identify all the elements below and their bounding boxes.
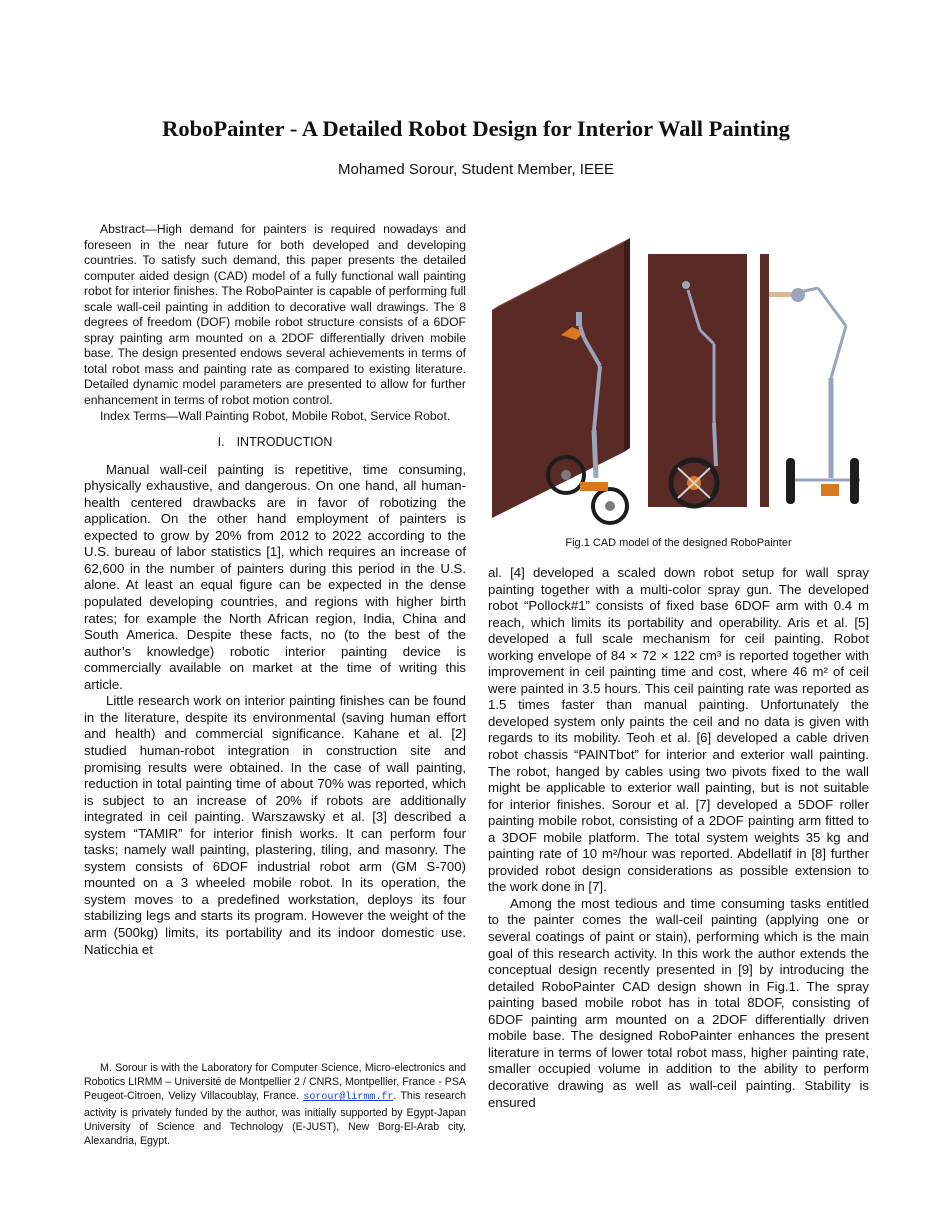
author-email-link[interactable]: sorour@lirmm.fr <box>303 1092 394 1104</box>
section-heading <box>84 434 466 451</box>
intro-paragraph-1: Manual wall-ceil painting is repetitive, time consuming, physically exhaustive, and dangerous. On one hand, all human-health centered drawbacks are in favor of robotizing the application. On the other hand employment of painters is expected to grow by 20% from 2012 to 2022 according to the U.S. bureau of labor statistics [1], which requires an increase of 62,600 in the number of painters during this period in the U.S. alone. At least an equal figure can be expected in the dense populated developing countries, and regions with higher birth rates; for example the North African region, India, China and South America. Despite these facts, no (to the best of the author’s knowledge) robotic interior painting device is commercially available on market at the time of writing this article. <box>84 461 466 692</box>
author-line: Mohamed Sorour, Student Member, IEEE <box>338 161 614 178</box>
section-title: INTRODUCTION <box>236 435 333 450</box>
author-footnote <box>84 1061 466 1148</box>
right-paragraph-1: al. [4] developed a scaled down robot setup for wall spray painting together with a multi-color spray gun. The developed robot “Pollock#1” consists of fixed base 6DOF arm with 0.4 m reach, which limits its portability and operability. Aris et al. [5] developed a full scale mechanism for ceil painting. Robot working envelope of 84 × 72 × 122 cm³ is reported together with improvement in ceil painting time and cost, where 46 m² of ceil were painted in 3.5 hours. This ceil painting rate was reported as 1.5 times faster than manual painting. Unfortunately the developed system only paints the ceil and no data is given with regards to its mobility. Teoh et al. [6] developed a cable driven robot chassis “PAINTbot” for interior and exterior wall painting. The robot, hanged by cables using two pivots fixed to the wall might be applicable to exterior wall painting, but is not suitable for interior finishes. Sorour et al. [7] developed a 5DOF roller painting mobile robot, consisting of a 2DOF painting arm fitted to a 3DOF mobile platform. The total system weights 35 kg and painting rate of 10 m²/hour was reported. Abdellatif in [8] further provided robot design considerations as possible extension to the work done in [7]. <box>488 565 869 895</box>
wall-front-view <box>648 254 747 507</box>
paper-title: RoboPainter - A Detailed Robot Design for Interior Wall Painting <box>162 116 790 141</box>
right-paragraph-2: Among the most tedious and time consuming tasks entitled to the painter comes the wall-ceil painting (applying one or several coatings of paint or stain), performing which is the main goal of this research activity. In this work the author extends the conceptual design recently presented in [9] by introducing the detailed RoboPainter CAD design shown in Fig.1. The spray painting based mobile robot has in total 8DOF, consisting of 6DOF painting arm mounted on a 2DOF differentially driven mobile base. The designed RoboPainter enhances the present literature in terms of lower total robot mass, higher painting rate, smaller occupied volume in addition to the ability to perform decorative drawing as well as wall-ceil painting. Stability is ensured <box>488 895 869 1110</box>
figure-caption: Fig.1 CAD model of the designed RoboPainter <box>565 537 792 549</box>
wall-side-view <box>760 254 769 507</box>
footnote-tail: . This research activity is privately funded by the author, was initially supported by Egypt-Japan University of Science and Technology (E-JUST), New Borg-El-Arab city, Alexandria, Egypt. <box>84 1090 466 1148</box>
robot-cad-figure <box>488 228 866 528</box>
abstract: Abstract—High demand for painters is required nowadays and foreseen in the near future for both developed and developing countries. To satisfy such demand, this paper presents the detailed computer aided design (CAD) model of a fully functional wall painting robot for interior finishes. The RoboPainter is capable of performing full scale wall-ceil painting in addition to decorative wall drawings. The 8 degrees of freedom (DOF) mobile robot structure consists of a 6DOF spray painting arm mounted on a 2DOF differentially driven mobile base. The design presented endows several achievements in terms of total robot mass and painting rate as compared to existing literature. Detailed dynamic model parameters are presented to allow for further enhancement in terms of robot motion control. <box>84 222 466 408</box>
section-number: I. <box>217 435 225 450</box>
intro-paragraph-2: Little research work on interior painting finishes can be found in the literature, despite its environmental (saving human effort and health) and commercial significance. Kahane et al. [2] studied human-robot integration in construction site and promising results were obtained. In the case of wall painting, reduction in total painting time of about 70% was reported, which is subject to an increase of 20% if robots are additionally integrated in ceil painting. Warszawsky et al. [3] described a system “TAMIR” for interior finish works. It can perform four tasks; namely wall painting, plastering, tiling, and masonry. The system consists of 6DOF industrial robot arm (GM S-700) mounted on a 3 wheeled mobile robot. In its operation, the system moves to a predefined workstation, deploys its four stabilizing legs and starts its program. However the weight of the arm (500kg) limits, its portability and its indoor domestic use. Naticchia et <box>84 693 466 957</box>
index-terms: Index Terms—Wall Painting Robot, Mobile Robot, Service Robot. <box>100 408 451 423</box>
footnote-text: M. Sorour is with the Laboratory for Computer Science, Micro-electronics and Robotics LIRMM – Université de Montpellier 2 / CNRS, Montpellier, France - PSA Peugeot-Citroen, Velizy Villacoublay, France. <box>84 1062 466 1103</box>
right-column <box>488 565 869 1111</box>
robot-side-view <box>769 288 860 504</box>
left-column <box>84 222 466 958</box>
wall-isometric-view <box>492 238 630 518</box>
